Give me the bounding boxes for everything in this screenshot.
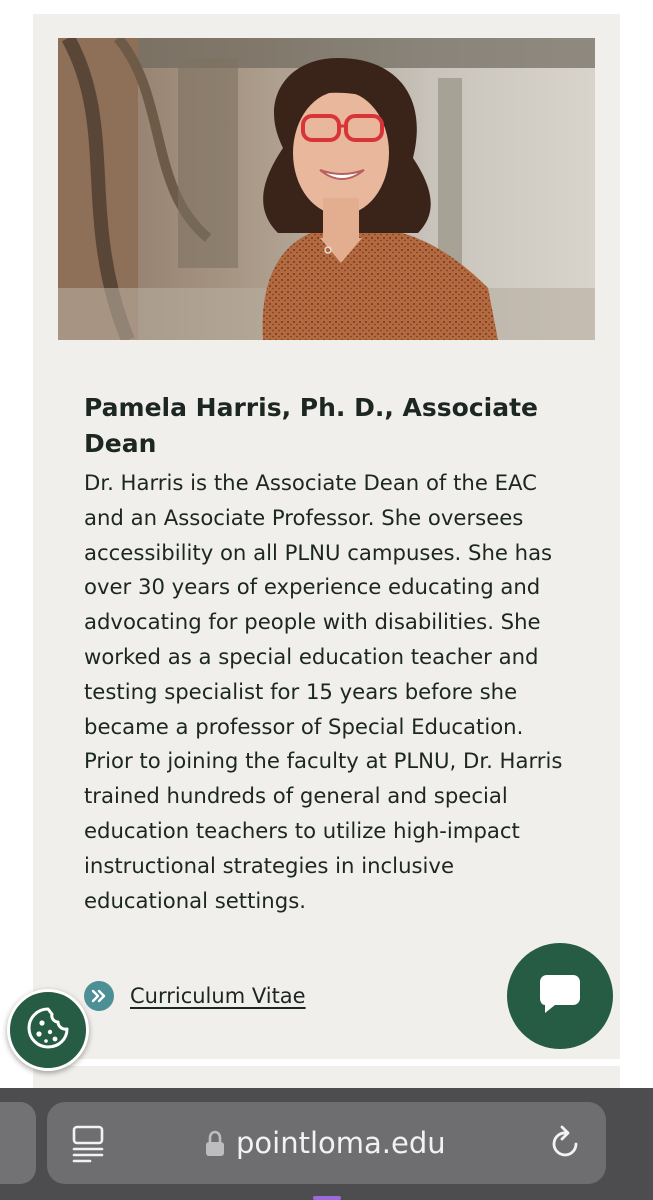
url-text[interactable]: pointloma.edu [236, 1126, 446, 1160]
home-indicator [313, 1196, 341, 1200]
reload-icon[interactable] [548, 1122, 584, 1166]
tab-overview-icon[interactable] [72, 1124, 106, 1168]
chat-button[interactable] [507, 943, 613, 1049]
cv-link-row[interactable] [84, 980, 306, 1012]
profile-name: Pamela Harris, Ph. D., Associate Dean [84, 393, 538, 458]
lock-icon [205, 1130, 225, 1162]
cookie-settings-button[interactable] [7, 989, 89, 1071]
chat-bubble-icon [537, 972, 583, 1020]
curriculum-vitae-link[interactable]: Curriculum Vitae [130, 984, 306, 1008]
previous-tab-edge[interactable] [0, 1102, 36, 1184]
double-chevron-right-icon [84, 981, 114, 1011]
profile-bio: Dr. Harris is the Associate Dean of the EAC and an Associate Professor. She oversees accessibility on all PLNU campuses. She has over 30 years of experience educating and advocating for people with disabilities. She worked as a special education teacher and testing specialist for 15 years before she became a professor of Special Education. Prior to joining the faculty at PLNU, Dr. Harris trained hundreds of general and special education teachers to utilize high-impact instructional strategies in inclusive educational settings. [84, 470, 563, 913]
profile-photo [58, 38, 595, 340]
cookie-icon [25, 1005, 71, 1055]
